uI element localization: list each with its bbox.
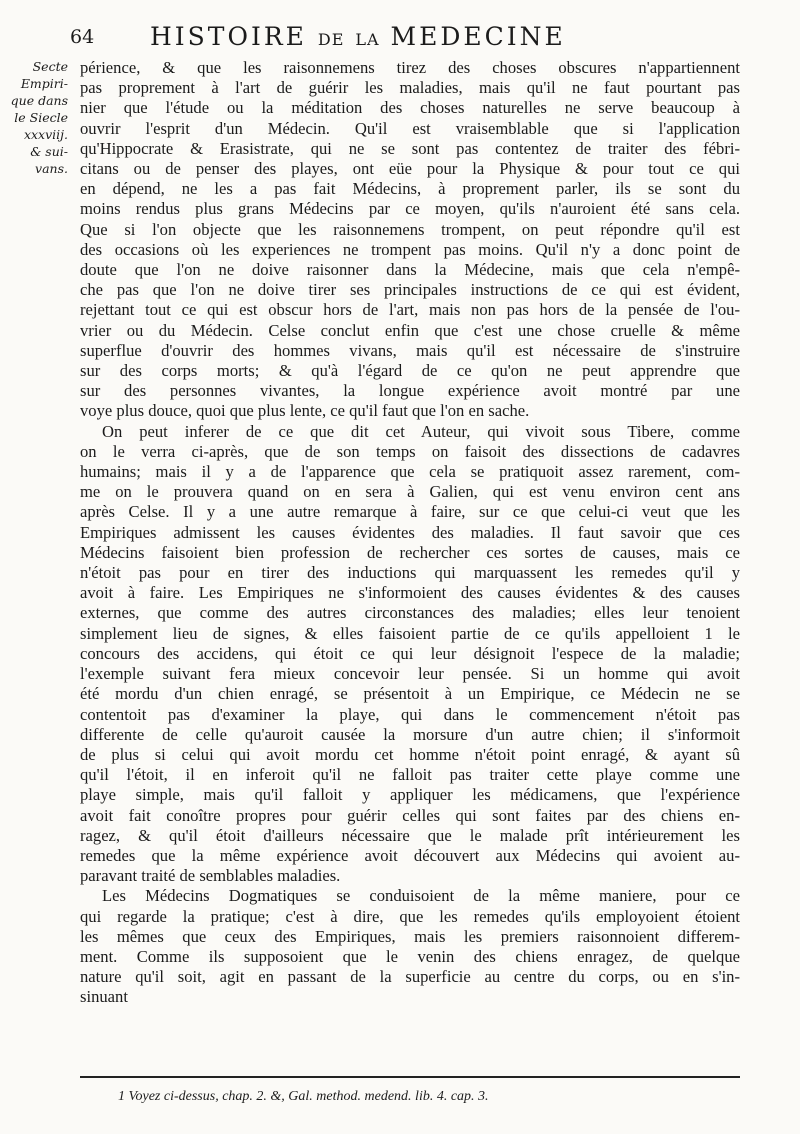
text-line: doute que l'on ne doive raisonner dans la Médecine, mais que cela n'empê-: [80, 260, 740, 280]
text-line: paravant traité de semblables maladies.: [80, 866, 341, 886]
footnote: 1 Voyez ci-dessus, chap. 2. &, Gal. method. medend. lib. 4. cap. 3.: [118, 1089, 489, 1104]
title-word-4: MEDECINE: [390, 22, 566, 51]
text-line: qu'il l'étoit, il en inferoit qu'il ne falloit pas traiter cette playe comme une: [80, 765, 740, 785]
text-line: contentoit pas d'examiner la playe, qui dans le commencement n'étoit pas: [80, 704, 740, 724]
text-line: Les Médecins Dogmatiques se conduisoient de la même maniere, pour ce: [102, 886, 740, 906]
text-line: pas proprement à l'art de guérir les maladies, mais qu'il ne faut pourtant pas: [80, 78, 740, 98]
text-line: en dépend, ne les a pas fait Médecins, à proprement parler, ils se sont du: [80, 179, 740, 199]
text-line: périence, & que les raisonnemens tirez des choses obscures n'appartiennent: [80, 58, 740, 77]
margin-note-line: Empiri-: [20, 76, 68, 91]
text-line: été mordu d'un chien enragé, se présentoit à un Empirique, ce Médecin ne se: [80, 684, 740, 704]
text-line: nature qu'il soit, agit en passant de la superficie au centre du corps, ou en s'in-: [80, 967, 740, 987]
text-line: On peut inferer de ce que dit cet Auteur, qui vivoit sous Tibere, comme: [102, 421, 740, 441]
text-line: humains; mais il y a de l'apparence que cela se pratiquoit assez rarement, com-: [80, 462, 740, 482]
text-line: qui regarde la pratique; c'est à dire, que les remedes qu'ils employoient étoient: [80, 906, 740, 926]
text-line: playe simple, mais qu'il falloit y appliquer les médicamens, que l'expérience: [80, 785, 740, 805]
text-line: moins rendus plus grans Médecins par ce moyen, qu'ils n'auroient été sans cela.: [80, 199, 740, 219]
text-line: n'étoit pas pour en tirer des inductions qui marquassent les remedes qu'il y: [80, 563, 740, 583]
paragraph: [80, 58, 740, 422]
text-line: citans ou de penser des playes, ont eüe pour la Physique & pour tout ce qui: [80, 159, 740, 179]
text-line: Médecins faisoient bien profession de rechercher ces sortes de causes, mais ce: [80, 542, 740, 562]
text-line: avoit à faire. Les Empiriques ne s'informoient des causes évidentes & des causes: [80, 583, 740, 603]
text-line: voye plus douce, quoi que plus lente, ce qu'il faut que l'on en sache.: [80, 401, 530, 421]
title-word-2: DE: [317, 30, 345, 49]
text-line: l'exemple suivant fera mieux concevoir leur pensée. Si un homme qui avoit: [80, 664, 740, 684]
footnote-divider: [80, 1076, 740, 1078]
title-word-3: LA: [355, 30, 380, 49]
text-line: ragez, & qu'il étoit d'ailleurs nécessaire que le malade prît intérieurement les: [80, 825, 740, 845]
text-line: che pas que l'on ne doive tirer ses principales instructions de ce qui est évident,: [80, 280, 740, 300]
text-line: externes, que comme des autres circonstances des maladies; elles leur tenoient: [80, 603, 740, 623]
text-line: vrier ou du Médecin. Celse conclut enfin que c'est une chose cruelle & même: [80, 320, 740, 340]
text-line: les mêmes que ceux des Empiriques, mais les premiers raisonnoient differem-: [80, 926, 740, 946]
text-line: ouvrir l'esprit d'un Médecin. Qu'il est vraisemblable que si l'application: [80, 118, 740, 138]
text-line: me on le prouvera quand on en sera à Galien, qui est venu environ cent ans: [80, 482, 740, 502]
text-line: sinuant: [80, 987, 128, 1007]
margin-note: [4, 58, 68, 177]
page-number: 64: [70, 26, 95, 48]
paragraph: [80, 422, 740, 887]
text-line: rejettant tout ce qui est obscur hors de l'art, mais non pas hors de la pensée de l'ou-: [80, 300, 740, 320]
text-line: nier que l'étude ou la méditation des choses naturelles ne serve beaucoup à: [80, 98, 740, 118]
paragraph: [80, 886, 740, 1007]
text-line: superflue d'ouvrir des hommes vivans, mais qu'il est nécessaire de s'instruire: [80, 340, 740, 360]
page-header: [70, 22, 740, 56]
text-line: Que si l'on objecte que les raisonnemens trompent, on peut répondre qu'il est: [80, 219, 740, 239]
margin-note-line: vans.: [35, 161, 68, 176]
text-line: avoit fait conoître propres pour guérir celles qui sont faites par des chiens en-: [80, 805, 740, 825]
text-line: sur des corps morts; & qu'à l'égard de ce qu'on ne peut apprendre que: [80, 361, 740, 381]
text-line: concours des accidens, qui étoit ce qui leur désignoit l'espece de la maladie;: [80, 643, 740, 663]
text-line: qu'Hippocrate & Erasistrate, qui ne se sont pas contentez de traiter des fébri-: [80, 138, 740, 158]
text-line: de plus si celui qui avoit mordu cet homme n'étoit point enragé, & ayant sû: [80, 744, 740, 764]
margin-note-line: le Siecle: [14, 110, 68, 125]
margin-note-line: que dans: [10, 93, 68, 108]
text-line: remedes que la même expérience avoit découvert aux Médecins qui avoient au-: [80, 845, 740, 865]
text-line: differente de celle qu'auroit causée la morsure d'un autre chien; il s'informoit: [80, 724, 740, 744]
text-line: on le verra ci-après, que de son temps on faisoit des dissections de cadavres: [80, 441, 740, 461]
margin-note-line: xxxviij.: [23, 127, 68, 142]
body-text: [80, 58, 740, 1008]
margin-note-line: Secte: [32, 59, 68, 74]
text-line: des occasions où les experiences ne trompent pas moins. Qu'il n'y a donc point de: [80, 239, 740, 259]
text-line: sur des personnes vivantes, la longue expérience avoit montré par une: [80, 381, 740, 401]
text-line: Empiriques admissent les causes évidentes des maladies. Il faut savoir que ces: [80, 522, 740, 542]
running-title: [150, 22, 740, 51]
margin-note-line: & sui-: [30, 144, 68, 159]
text-line: après Celse. Il y a une autre remarque à faire, sur ce que celui-ci veut que les: [80, 502, 740, 522]
text-line: simplement lieu de signes, & elles faisoient partie de ce qu'ils appelloient 1 le: [80, 623, 740, 643]
text-line: ment. Comme ils supposoient que le venin des chiens enragez, de quelque: [80, 946, 740, 966]
title-word-1: HISTOIRE: [150, 22, 307, 51]
